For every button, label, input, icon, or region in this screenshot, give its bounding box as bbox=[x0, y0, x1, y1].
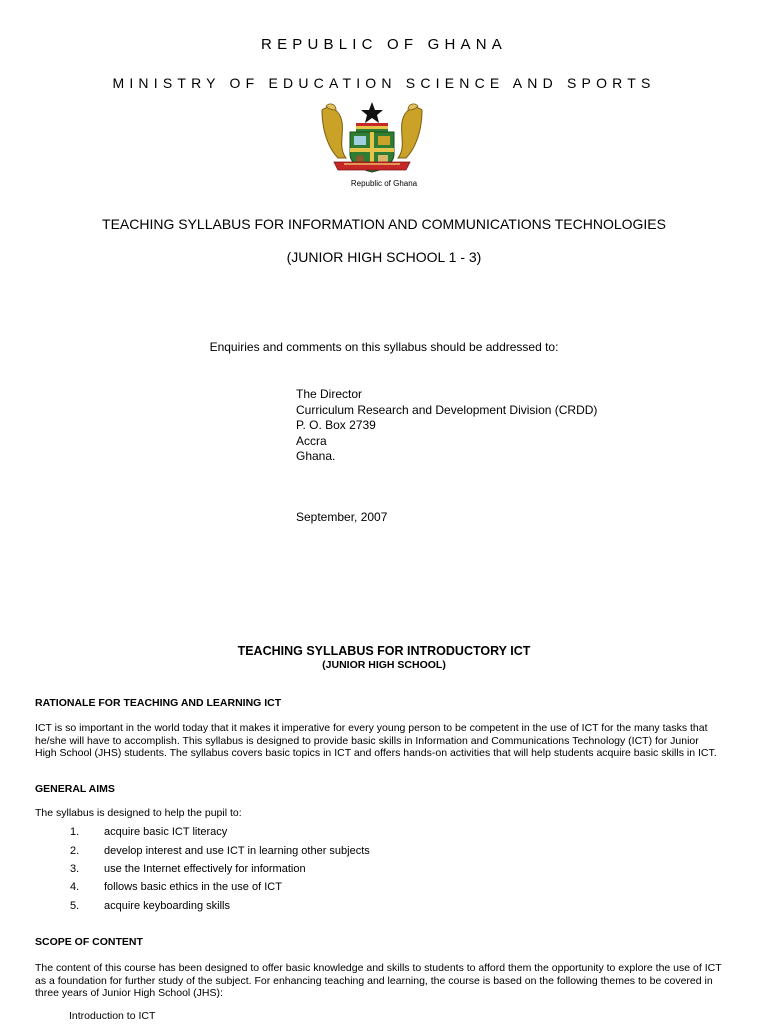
enquiries-intro: Enquiries and comments on this syllabus should be addressed to: bbox=[209, 340, 559, 354]
scope-heading: SCOPE OF CONTENT bbox=[35, 936, 143, 948]
scope-first-theme: Introduction to ICT bbox=[69, 1010, 156, 1022]
paragraph-line: High School (JHS) students. The syllabus covers basic topics in ICT and offers hands-on activities that will help students acquire basic skills in ICT. bbox=[35, 747, 717, 759]
rationale-paragraph bbox=[35, 722, 735, 760]
list-item-text: acquire basic ICT literacy bbox=[104, 826, 228, 838]
list-item-text: use the Internet effectively for information bbox=[104, 863, 306, 875]
address-line: Curriculum Research and Development Division (CRDD) bbox=[296, 402, 598, 417]
address-line: P. O. Box 2739 bbox=[296, 418, 376, 432]
list-item-text: follows basic ethics in the use of ICT bbox=[104, 881, 282, 893]
coat-of-arms-emblem bbox=[316, 100, 428, 176]
contact-address bbox=[296, 387, 696, 465]
section-title: TEACHING SYLLABUS FOR INTRODUCTORY ICT bbox=[237, 644, 531, 658]
paragraph-line: he/she will have to accomplish. This syllabus is designed to provide basic skills in Information and Communications Technology (ICT) for Junior bbox=[35, 734, 699, 747]
paragraph-line: as a foundation for further study of the subject. For enhancing teaching and learning, the course is based on the following themes to be covered in bbox=[35, 974, 713, 987]
general-aims-intro: The syllabus is designed to help the pupil to: bbox=[35, 807, 242, 819]
general-aims-heading: GENERAL AIMS bbox=[35, 783, 115, 795]
section-subtitle: (JUNIOR HIGH SCHOOL) bbox=[322, 659, 446, 671]
paragraph-line: three years of Junior High School (JHS): bbox=[35, 987, 223, 999]
country-heading: REPUBLIC OF GHANA bbox=[261, 36, 507, 53]
rationale-heading: RATIONALE FOR TEACHING AND LEARNING ICT bbox=[35, 697, 282, 709]
emblem-caption: Republic of Ghana bbox=[350, 179, 418, 188]
list-item-number: 1. bbox=[70, 826, 80, 838]
list-item-text: acquire keyboarding skills bbox=[104, 900, 230, 912]
list-item-number: 3. bbox=[70, 863, 80, 875]
address-line: The Director bbox=[296, 387, 363, 401]
list-item-number: 4. bbox=[70, 881, 80, 893]
list-item-number: 5. bbox=[70, 900, 80, 912]
general-aims-list bbox=[0, 826, 768, 916]
syllabus-subtitle: (JUNIOR HIGH SCHOOL 1 - 3) bbox=[286, 249, 482, 265]
syllabus-title: TEACHING SYLLABUS FOR INFORMATION AND COMMUNICATIONS TECHNOLOGIES bbox=[102, 216, 666, 232]
paragraph-line: The content of this course has been designed to offer basic knowledge and skills to students to afford them the opportunity to explore the use of ICT bbox=[35, 962, 722, 974]
address-line: Accra bbox=[296, 433, 327, 448]
list-item-number: 2. bbox=[70, 845, 80, 857]
syllabus-date: September, 2007 bbox=[296, 510, 388, 524]
scope-paragraph bbox=[35, 962, 735, 1000]
list-item-text: develop interest and use ICT in learning other subjects bbox=[104, 845, 370, 857]
address-line: Ghana. bbox=[296, 449, 336, 463]
paragraph-line: ICT is so important in the world today that it makes it imperative for every young person to be competent in the use of ICT for the many tasks that bbox=[35, 722, 708, 734]
ministry-heading: MINISTRY OF EDUCATION SCIENCE AND SPORTS bbox=[112, 75, 656, 91]
